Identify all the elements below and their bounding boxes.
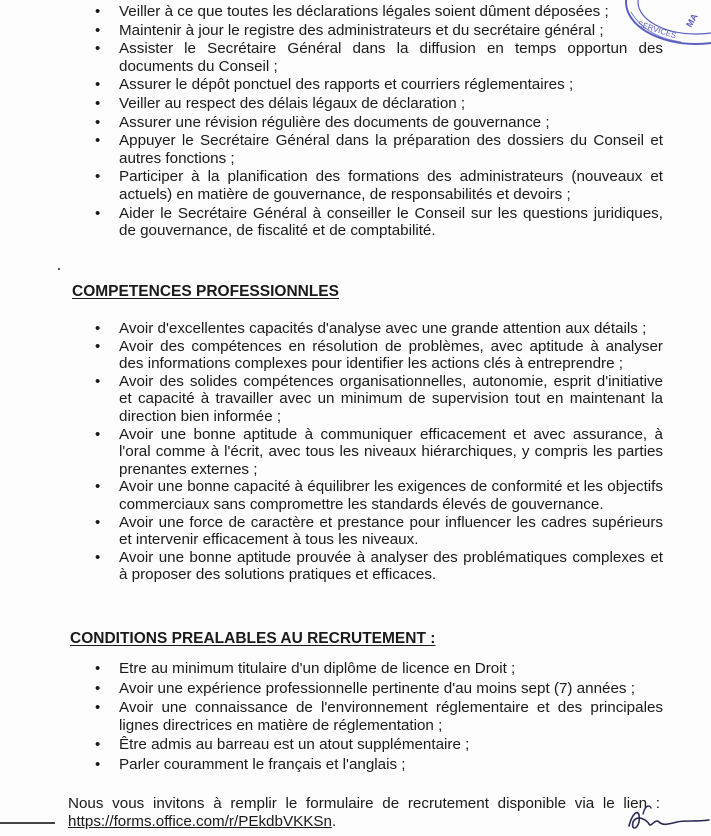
list-item: • Veiller à ce que toutes les déclarations légales soient dûment déposées ; bbox=[95, 3, 663, 21]
list-item: • Avoir une force de caractère et prestance pour influencer les cadres supérieurs et intervenir efficacement à tous les niveaux. bbox=[95, 514, 663, 549]
list-item: • Maintenir à jour le registre des administrateurs et du secrétaire général ; bbox=[95, 22, 663, 40]
list-item: • Avoir d'excellentes capacités d'analyse avec une grande attention aux détails ; bbox=[95, 320, 663, 338]
competences-list bbox=[95, 320, 663, 584]
list-item: • Assurer une révision régulière des documents de gouvernance ; bbox=[95, 114, 663, 132]
list-item: • Être admis au barreau est un atout supplémentaire ; bbox=[95, 736, 663, 754]
recruitment-form-link[interactable]: https://forms.office.com/r/PEkdbVKKSn bbox=[68, 813, 332, 830]
list-item: • Avoir une expérience professionnelle pertinente d'au moins sept (7) années ; bbox=[95, 680, 663, 698]
section-heading-conditions: CONDITIONS PREALABLES AU RECRUTEMENT : bbox=[70, 630, 436, 647]
svg-text:SERVICES: SERVICES bbox=[636, 19, 678, 41]
conditions-list bbox=[95, 660, 663, 776]
list-item: • Participer à la planification des formations des administrateurs (nouveaux et actuels) en matière de gouvernance, de responsabilités et devoirs ; bbox=[95, 168, 663, 203]
list-item: • Avoir une connaissance de l'environnement réglementaire et des principales lignes directrices en matière de réglementation ; bbox=[95, 699, 663, 734]
list-item: • Parler couramment le français et l'anglais ; bbox=[95, 756, 663, 774]
page-margin-line bbox=[0, 822, 55, 824]
list-item: • Veiller au respect des délais légaux de déclaration ; bbox=[95, 95, 663, 113]
list-item: • Avoir une bonne aptitude prouvée à analyser des problématiques complexes et à proposer des solutions pratiques et efficaces. bbox=[95, 549, 663, 584]
list-item: • Avoir une bonne aptitude à communiquer efficacement et avec assurance, à l'oral comme à l'écrit, avec tous les niveaux hiérarchiques, y compris les parties prenantes externes ; bbox=[95, 426, 663, 479]
list-item: • Aider le Secrétaire Général à conseiller le Conseil sur les questions juridiques, de gouvernance, de fiscalité et de comptabilité. bbox=[95, 205, 663, 240]
stray-mark bbox=[58, 268, 60, 270]
closing-paragraph: Nous vous invitons à remplir le formulaire de recrutement disponible via le lien : bbox=[68, 795, 660, 812]
link-line bbox=[68, 813, 336, 831]
list-item: • Avoir des compétences en résolution de problèmes, avec aptitude à analyser des informations complexes pour identifier les actions clés à entreprendre ; bbox=[95, 338, 663, 373]
list-item: • Appuyer le Secrétaire Général dans la préparation des dossiers du Conseil et autres fonctions ; bbox=[95, 132, 663, 167]
svg-text:MA: MA bbox=[684, 11, 700, 29]
handwritten-signature-icon bbox=[625, 800, 711, 836]
list-item: • Assurer le dépôt ponctuel des rapports et courriers réglementaires ; bbox=[95, 76, 663, 94]
list-item: • Avoir des solides compétences organisationnelles, autonomie, esprit d'initiative et capacité à travailler avec un minimum de supervision tout en maintenant la direction bien informée ; bbox=[95, 373, 663, 426]
list-item: • Assister le Secrétaire Général dans la diffusion en temps opportun des documents du Conseil ; bbox=[95, 40, 663, 75]
official-stamp-icon bbox=[601, 0, 711, 52]
list-item: • Etre au minimum titulaire d'un diplôme de licence en Droit ; bbox=[95, 660, 663, 678]
link-suffix: . bbox=[331, 813, 337, 830]
section-heading-competences: COMPETENCES PROFESSIONNLES bbox=[72, 283, 339, 300]
list-item: • Avoir une bonne capacité à équilibrer les exigences de conformité et les objectifs commerciaux sans compromettre les standards élevés de gouvernance. bbox=[95, 478, 663, 513]
responsibilities-list bbox=[95, 3, 663, 241]
